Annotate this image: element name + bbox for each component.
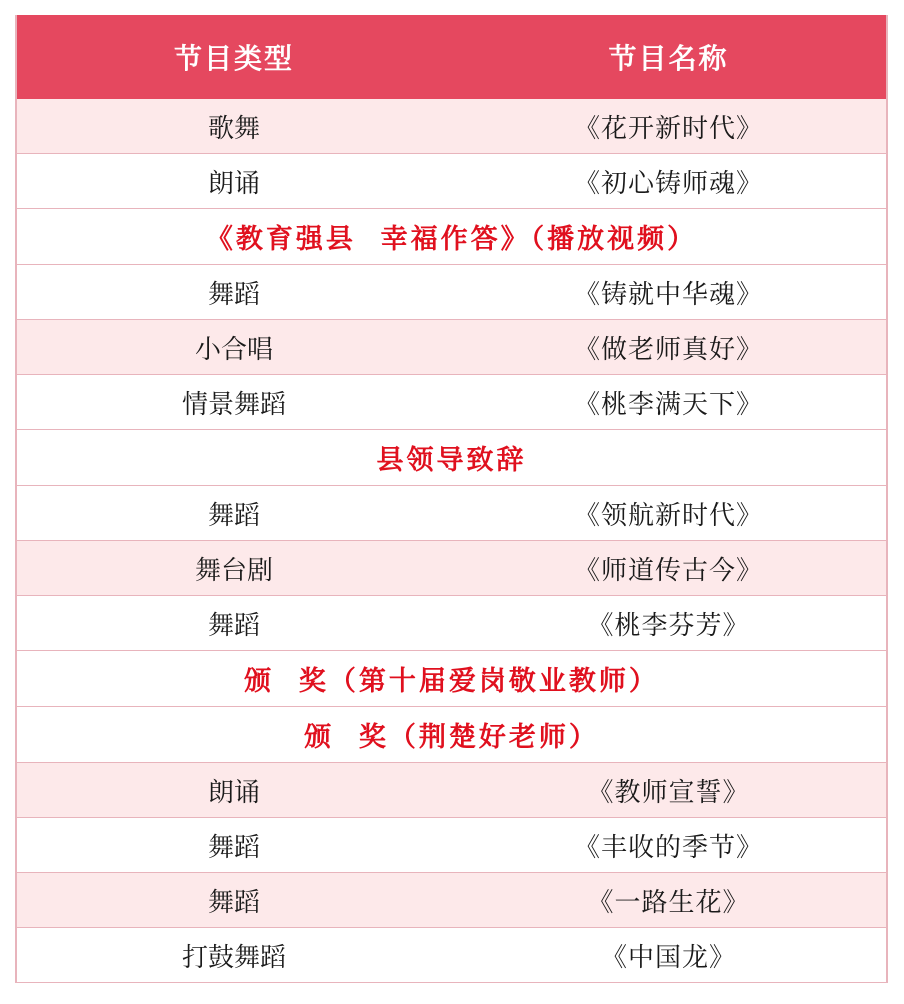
program-name-cell: 《花开新时代》 [573, 113, 763, 144]
table-row [17, 486, 886, 541]
program-type-cell: 舞蹈 [207, 887, 260, 918]
program-name-cell: 《桃李芬芳》 [587, 610, 750, 641]
table-row [17, 596, 886, 651]
program-type-cell: 舞蹈 [207, 832, 260, 863]
table-row [17, 375, 886, 430]
table-row [17, 541, 886, 596]
program-table [15, 15, 888, 983]
program-name-cell: 《教师宣誓》 [587, 777, 750, 808]
program-type-cell: 小合唱 [194, 334, 273, 365]
section-heading: 《教育强县 幸福作答》（播放视频） [17, 209, 886, 265]
section-heading: 县领导致辞 [17, 430, 886, 486]
program-type-cell: 舞台剧 [194, 555, 273, 586]
program-type-cell: 舞蹈 [207, 500, 260, 531]
table-row [17, 928, 886, 983]
program-name-cell: 《师道传古今》 [573, 555, 763, 586]
table-body [17, 99, 886, 983]
table-row [17, 154, 886, 209]
section-heading: 颁 奖（荆楚好老师） [17, 707, 886, 763]
program-name-cell: 《初心铸师魂》 [573, 168, 763, 199]
program-name-cell: 《做老师真好》 [573, 334, 763, 365]
section-heading: 颁 奖（第十届爱岗敬业教师） [17, 651, 886, 707]
header-program-name: 节目名称 [608, 42, 729, 75]
program-name-cell: 《铸就中华魂》 [573, 279, 763, 310]
header-program-type: 节目类型 [173, 42, 294, 75]
program-type-cell: 歌舞 [207, 113, 260, 144]
program-type-cell: 情景舞蹈 [181, 389, 286, 420]
table-row [17, 763, 886, 818]
program-type-cell: 打鼓舞蹈 [181, 942, 286, 973]
program-type-cell: 朗诵 [207, 777, 260, 808]
program-name-cell: 《一路生花》 [587, 887, 750, 918]
table-row [17, 99, 886, 154]
program-type-cell: 朗诵 [207, 168, 260, 199]
program-type-cell: 舞蹈 [207, 610, 260, 641]
table-row [17, 320, 886, 375]
table-row [17, 873, 886, 928]
table-header [17, 15, 886, 99]
program-type-cell: 舞蹈 [207, 279, 260, 310]
program-name-cell: 《领航新时代》 [573, 500, 763, 531]
table-row [17, 265, 886, 320]
program-name-cell: 《中国龙》 [600, 942, 736, 973]
program-name-cell: 《桃李满天下》 [573, 389, 763, 420]
program-name-cell: 《丰收的季节》 [573, 832, 763, 863]
table-row [17, 818, 886, 873]
